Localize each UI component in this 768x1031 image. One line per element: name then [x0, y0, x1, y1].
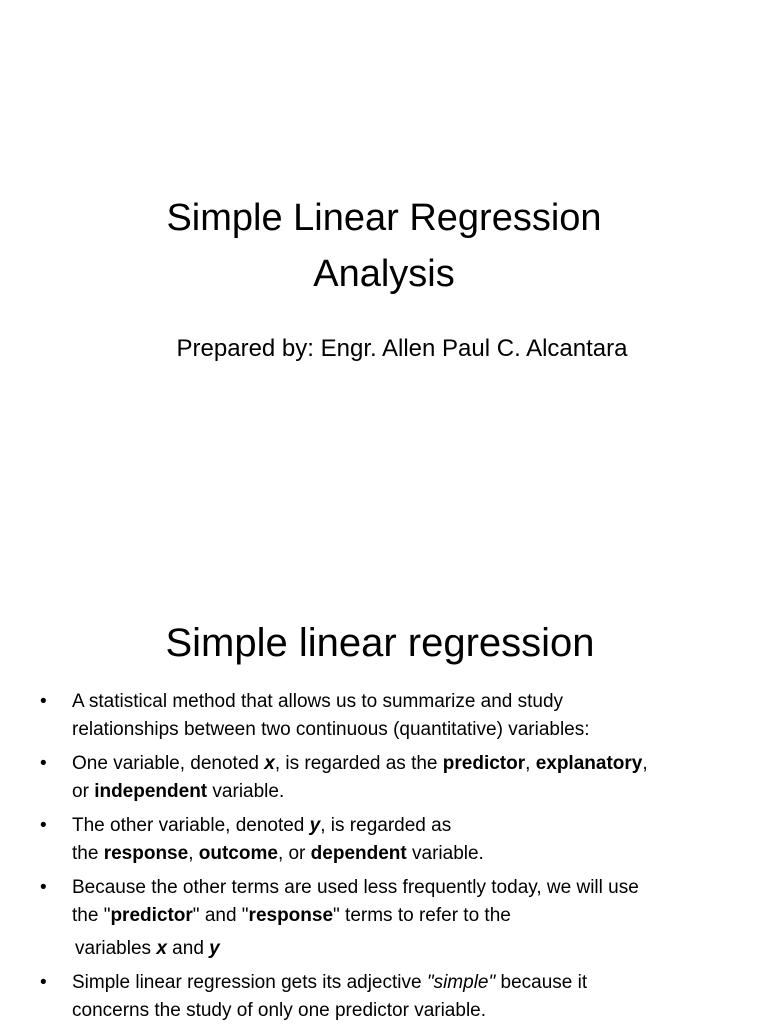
bullet-glyph: • [40, 815, 47, 836]
bullet-4-text: " and " [192, 905, 249, 926]
bullet-item-1 [40, 688, 740, 744]
title-line-1: Simple Linear Regression [166, 197, 602, 239]
term-predictor: predictor [110, 905, 193, 926]
bullet-glyph: • [40, 877, 47, 898]
bullet-3-text: , is regarded as [320, 815, 452, 836]
bullet-glyph: • [40, 972, 47, 993]
bullet-glyph: • [40, 753, 47, 774]
term-dependent: dependent [310, 843, 407, 864]
bullet-item-5 [40, 969, 740, 1025]
bullet-list [40, 688, 740, 1031]
bullet-5-text: concerns the study of only one predictor variable. [72, 1000, 487, 1021]
term-outcome: outcome [198, 843, 278, 864]
continuation-text: variables [75, 938, 157, 959]
bullet-3-text: , or [277, 843, 311, 864]
bullet-1-line-1: A statistical method that allows us to summarize and study [72, 691, 564, 712]
var-x: x [264, 753, 275, 774]
bullet-5-text: Simple linear regression gets its adjective [72, 972, 427, 993]
bullet-5-text: because it [495, 972, 588, 993]
bullet-3-text: , [188, 843, 199, 864]
bullet-glyph: • [40, 691, 47, 712]
var-y: y [209, 938, 220, 959]
title-line-2: Analysis [313, 253, 455, 295]
term-response: response [248, 905, 334, 926]
bullet-4-text: " terms to refer to the [333, 905, 511, 926]
bullet-2-text: , [642, 753, 648, 774]
bullet-3-text: The other variable, denoted [72, 815, 310, 836]
bullet-item-2 [40, 750, 740, 806]
var-x: x [156, 938, 167, 959]
bullet-2-text: One variable, denoted [72, 753, 265, 774]
continuation-text: and [166, 938, 210, 959]
bullet-4-text: the " [72, 905, 111, 926]
content-slide [0, 576, 768, 1024]
bullet-4-continuation [40, 935, 740, 963]
term-response: response [103, 843, 189, 864]
term-independent: independent [94, 781, 208, 802]
slide-title: Simple linear regression [165, 621, 595, 665]
bullet-2-text: , [525, 753, 536, 774]
bullet-4-text: Because the other terms are used less frequently today, we will use [72, 877, 639, 898]
var-y: y [309, 815, 321, 836]
bullet-2-text: variable. [207, 781, 285, 802]
bullet-2-text: , is regarded as the [274, 753, 443, 774]
bullet-1-line-2: relationships between two continuous (quantitative) variables: [72, 719, 590, 740]
bullet-2-text: or [72, 781, 95, 802]
bullet-3-text: the [72, 843, 104, 864]
term-simple: "simple" [426, 972, 496, 993]
author-subtitle: Prepared by: Engr. Allen Paul C. Alcantara [176, 335, 628, 362]
bullet-item-3 [40, 812, 740, 868]
bullet-item-4 [40, 874, 740, 930]
presentation-title [0, 190, 768, 302]
term-explanatory: explanatory [535, 753, 643, 774]
bullet-3-text: variable. [406, 843, 484, 864]
term-predictor: predictor [442, 753, 526, 774]
